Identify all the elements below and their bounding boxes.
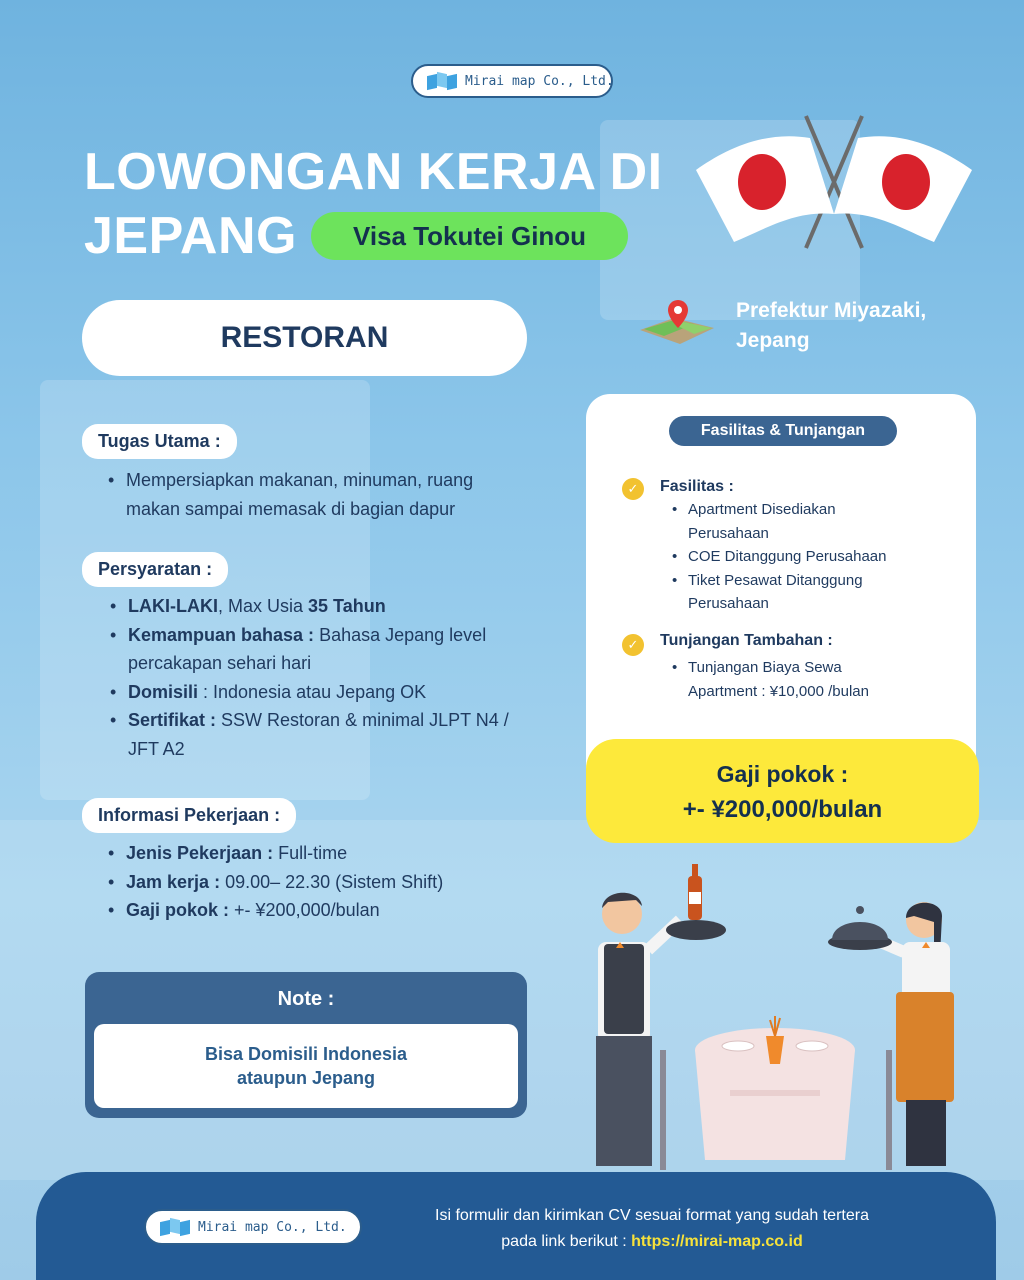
tugas-utama-label: Tugas Utama : (82, 424, 237, 459)
note-line-2: ataupun Jepang (236, 1068, 375, 1088)
facilities-title: Fasilitas & Tunjangan (669, 416, 897, 446)
location-block (634, 296, 966, 356)
job-category: RESTORAN (82, 300, 527, 376)
visa-badge: Visa Tokutei Ginou (311, 212, 628, 260)
map-logo-icon (160, 1217, 190, 1237)
brand-name: Mirai map Co., Ltd. (198, 1219, 347, 1235)
note-line-1: Bisa Domisili Indonesia (204, 1044, 408, 1064)
persyaratan-list (110, 592, 530, 763)
check-icon: ✓ (622, 478, 644, 500)
waiters-illustration (570, 860, 990, 1180)
list-item: • Tunjangan Biaya Sewa Apartment : ¥10,000 /bulan (672, 656, 912, 703)
list-item: • Mempersiapkan makanan, minuman, ruang makan sampai memasak di bagian dapur (108, 466, 528, 523)
tugas-utama-list (108, 466, 528, 523)
location-line-1: Prefektur Miyazaki, (736, 299, 927, 322)
salary-value: +- ¥200,000/bulan (682, 796, 883, 823)
tunjangan-list (672, 656, 912, 703)
page-title (84, 140, 663, 268)
informasi-pekerjaan-list (108, 839, 528, 925)
list-item: • LAKI-LAKI, Max Usia 35 Tahun (110, 592, 530, 621)
footer-line-2-prefix: pada link berikut : (501, 1233, 627, 1250)
list-item: • Jenis Pekerjaan : Full-time (108, 839, 528, 868)
japan-flags-icon (694, 110, 974, 260)
location-line-2: Jepang (736, 329, 810, 352)
note-title: Note : (277, 988, 335, 1010)
title-line-1: LOWONGAN KERJA DI (84, 143, 663, 201)
list-item: • Kemampuan bahasa : Bahasa Jepang level percakapan sehari hari (110, 621, 530, 678)
footer-instructions (392, 1203, 912, 1255)
website-link[interactable]: https://mirai-map.co.id (631, 1233, 803, 1250)
note-box (85, 972, 527, 1118)
map-pin-icon (634, 296, 718, 356)
salary-box (586, 739, 979, 843)
fasilitas-heading: Fasilitas : (660, 478, 734, 495)
note-content (94, 1024, 518, 1108)
brand-logo (411, 64, 613, 98)
brand-name: Mirai map Co., Ltd. (465, 73, 614, 89)
list-item: • Tiket Pesawat Ditanggung Perusahaan (672, 569, 912, 616)
persyaratan-label: Persyaratan : (82, 552, 228, 587)
title-line-2: JEPANG (84, 207, 297, 265)
tunjangan-heading: Tunjangan Tambahan : (660, 632, 833, 649)
list-item: • Jam kerja : 09.00– 22.30 (Sistem Shift) (108, 868, 528, 897)
salary-label: Gaji pokok : (716, 761, 849, 787)
footer-line-1: Isi formulir dan kirimkan CV sesuai format yang sudah tertera (435, 1207, 869, 1224)
footer-brand-logo (144, 1209, 362, 1245)
list-item: • Domisili : Indonesia atau Jepang OK (110, 678, 530, 707)
list-item: • COE Ditanggung Perusahaan (672, 545, 912, 569)
check-icon: ✓ (622, 634, 644, 656)
list-item: • Gaji pokok : +- ¥200,000/bulan (108, 896, 528, 925)
list-item: • Apartment Disediakan Perusahaan (672, 498, 912, 545)
fasilitas-list (672, 498, 912, 616)
informasi-pekerjaan-label: Informasi Pekerjaan : (82, 798, 296, 833)
list-item: • Sertifikat : SSW Restoran & minimal JLPT N4 / JFT A2 (110, 706, 530, 763)
map-logo-icon (427, 71, 457, 91)
